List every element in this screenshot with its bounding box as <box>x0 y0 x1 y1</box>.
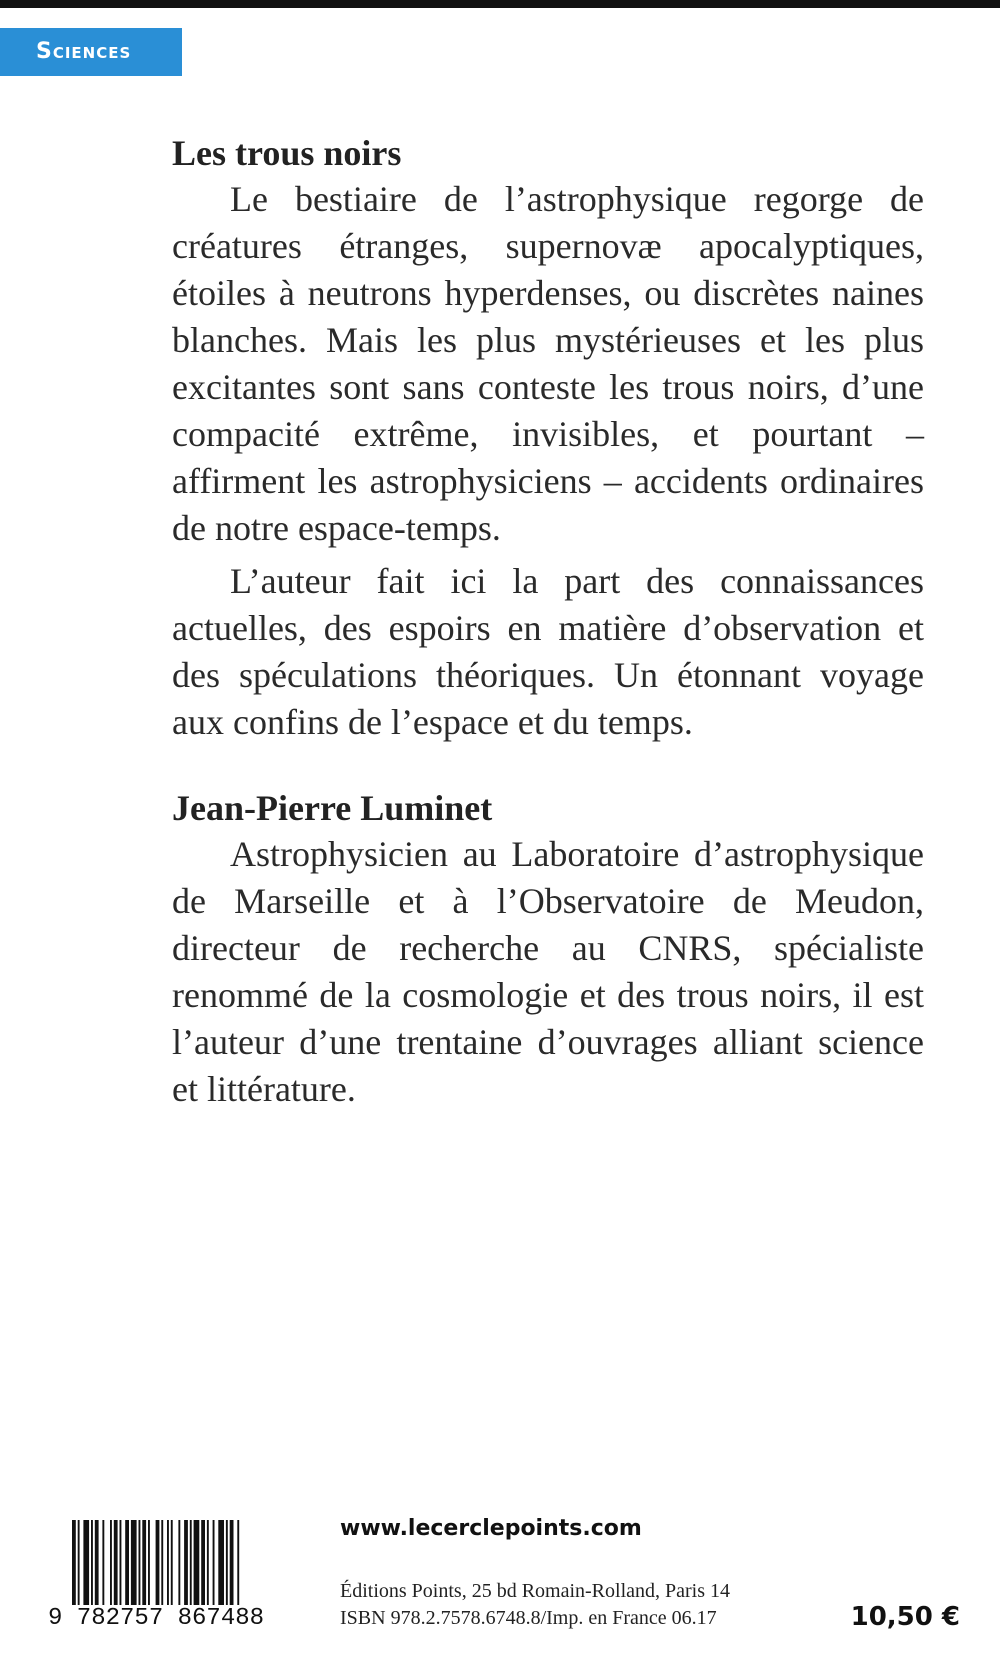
isbn-line: ISBN 978.2.7578.6748.8/Imp. en France 06.17 <box>340 1607 717 1629</box>
barcode-bars-icon <box>72 1520 312 1608</box>
author-bio: Astrophysicien au Laboratoire d’astrophysique de Marseille et à l’Observatoire de Meudon, directeur de recherche au CNRS, spécialiste renommé de la cosmologie et des trous noirs, il est l’auteur d’une trentaine d’ouvrages alliant science et littérature. <box>172 834 924 1109</box>
category-tag: Sciences <box>0 28 182 76</box>
author-section <box>172 785 924 1113</box>
barcode <box>48 1520 318 1630</box>
publisher-address: Éditions Points, 25 bd Romain-Rolland, Paris 14 <box>340 1580 731 1602</box>
publisher-website: www.lecerclepoints.com <box>340 1516 642 1541</box>
imprint-block <box>340 1578 730 1632</box>
price: 10,50 € <box>850 1602 960 1632</box>
book-title: Les trous noirs <box>172 133 402 173</box>
top-edge-rule <box>0 0 1000 8</box>
book-description <box>172 130 924 746</box>
book-paragraph-2: L’auteur fait ici la part des connaissances actuelles, des espoirs en matière d’observation et des spéculations théoriques. Un étonnant voyage aux confins de l’espace et du temps. <box>172 561 924 742</box>
barcode-digits: 9 782757 867488 <box>48 1605 265 1632</box>
book-paragraph-1: Le bestiaire de l’astrophysique regorge de créatures étranges, supernovæ apocalyptiques, étoiles à neutrons hyperdenses, ou discrètes naines blanches. Mais les plus mystérieuses et les plus excitantes sont sans conteste les trous noirs, d’une compacité extrême, invisibles, et pourtant – affirment les astrophysiciens – accidents ordinaires de notre espace-temps. <box>172 179 924 548</box>
author-name: Jean-Pierre Luminet <box>172 788 493 828</box>
